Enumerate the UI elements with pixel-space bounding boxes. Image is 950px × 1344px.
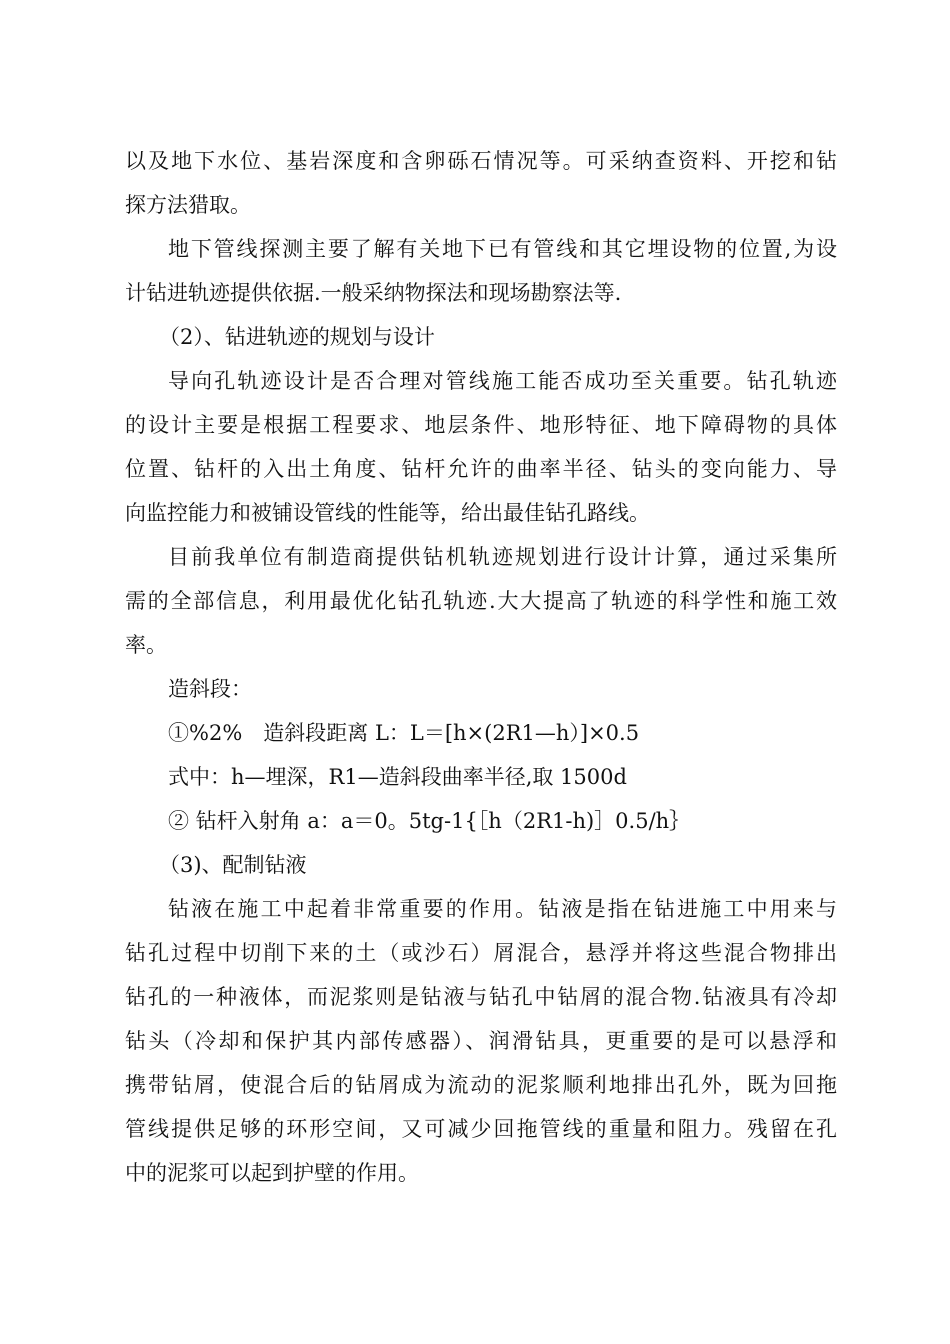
text-line: 向监控能力和被铺设管线的性能等，给出最佳钻孔路线。 (125, 501, 650, 525)
text-line: 位置、钻杆的入出土角度、钻杆允许的曲率半径、钻头的变向能力、导 (125, 457, 837, 481)
text-line: 计钻进轨迹提供依据.一般采纳物探法和现场勘察法等. (125, 281, 622, 305)
formula-line: 式中：h—埋深，R1—造斜段曲率半径,取 1500d (168, 765, 627, 789)
text-line: 探方法猎取。 (125, 193, 251, 217)
text-line: 的设计主要是根据工程要求、地层条件、地形特征、地下障碍物的具体 (125, 413, 837, 437)
text-line: 钻孔过程中切削下来的土（或沙石）屑混合，悬浮并将这些混合物排出 (125, 941, 837, 965)
text-line: 钻头（冷却和保护其内部传感器）、润滑钻具，更重要的是可以悬浮和 (125, 1029, 837, 1053)
section-heading: （2）、钻进轨迹的规划与设计 (159, 325, 435, 349)
text-line: 目前我单位有制造商提供钻机轨迹规划进行设计计算，通过采集所 (168, 545, 837, 569)
text-line: 率。 (125, 633, 167, 657)
formula-line: ② 钻杆入射角 a：a＝0。5tg-1{［h（2R1-h)］0.5/h｝ (168, 809, 691, 833)
text-line: 造斜段： (168, 677, 252, 701)
text-line: 导向孔轨迹设计是否合理对管线施工能否成功至关重要。钻孔轨迹 (168, 369, 837, 393)
text-line: 携带钻屑，使混合后的钻屑成为流动的泥浆顺利地排出孔外，既为回拖 (125, 1073, 837, 1097)
text-line: 需的全部信息，利用最优化钻孔轨迹.大大提高了轨迹的科学性和施工效 (125, 589, 837, 613)
text-line: 中的泥浆可以起到护壁的作用。 (125, 1161, 419, 1185)
text-line: 管线提供足够的环形空间，又可减少回拖管线的重量和阻力。残留在孔 (125, 1117, 837, 1141)
text-line: 以及地下水位、基岩深度和含卵砾石情况等。可采纳查资料、开挖和钻 (125, 149, 837, 173)
text-line: 钻孔的一种液体，而泥浆则是钻液与钻孔中钻屑的混合物.钻液具有冷却 (125, 985, 837, 1009)
text-line: 钻液在施工中起着非常重要的作用。钻液是指在钻进施工中用来与 (168, 897, 837, 921)
section-heading: （3)、配制钻液 (159, 853, 307, 877)
formula-line: ①%2% 造斜段距离 L：L＝[h×(2R1—h）]×0.5 (168, 721, 640, 745)
document-body (125, 139, 837, 1195)
text-line: 地下管线探测主要了解有关地下已有管线和其它埋设物的位置,为设 (168, 237, 837, 261)
